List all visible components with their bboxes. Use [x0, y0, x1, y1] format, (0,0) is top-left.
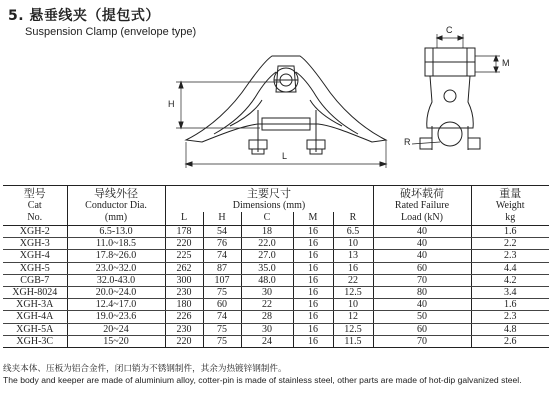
table-cell: 4.8: [471, 323, 549, 335]
table-cell: 16: [293, 323, 333, 335]
header-dimensions: 主要尺寸: [165, 186, 373, 201]
table-cell: 12.4~17.0: [67, 299, 165, 311]
table-cell: 2.3: [471, 250, 549, 262]
table-cell: 60: [373, 262, 471, 274]
table-cell: 178: [165, 226, 203, 238]
dim-label-l: L: [282, 151, 288, 161]
table-cell: XGH-4: [3, 250, 67, 262]
table-cell: CGB-7: [3, 274, 67, 286]
table-cell: 74: [203, 250, 241, 262]
table-cell: 16: [293, 335, 333, 347]
table-cell: 300: [165, 274, 203, 286]
header-col-h: H: [203, 212, 241, 226]
table-row: [3, 262, 549, 274]
header-model: 型号: [3, 186, 67, 201]
table-cell: 40: [373, 226, 471, 238]
table-cell: 16: [293, 274, 333, 286]
table-cell: 11.5: [333, 335, 373, 347]
table-row: [3, 335, 549, 347]
table-row: [3, 238, 549, 250]
table-cell: 60: [203, 299, 241, 311]
table-cell: 16: [293, 311, 333, 323]
table-cell: 220: [165, 238, 203, 250]
table-cell: 12.5: [333, 323, 373, 335]
table-cell: 3.4: [471, 286, 549, 298]
table-cell: 60: [373, 323, 471, 335]
header-model-en: Cat: [27, 200, 42, 211]
table-cell: 10: [333, 238, 373, 250]
table-cell: 35.0: [241, 262, 293, 274]
table-cell: 107: [203, 274, 241, 286]
table-cell: 230: [165, 286, 203, 298]
table-cell: 48.0: [241, 274, 293, 286]
table-row: [3, 226, 549, 238]
table-row: [3, 323, 549, 335]
table-cell: 32.0-43.0: [67, 274, 165, 286]
table-cell: 22.0: [241, 238, 293, 250]
table-row: [3, 299, 549, 311]
table-row: [3, 250, 549, 262]
table-cell: 16: [293, 250, 333, 262]
table-cell: 6.5: [333, 226, 373, 238]
header-conductor-unit: (mm): [67, 212, 165, 226]
table-cell: 22: [241, 299, 293, 311]
table-cell: 27.0: [241, 250, 293, 262]
table-cell: 30: [241, 286, 293, 298]
table-cell: 40: [373, 238, 471, 250]
table-cell: 17.8~26.0: [67, 250, 165, 262]
clamp-drawing: [0, 0, 553, 185]
section-title-zh: 5. 悬垂线夹（提包式）: [8, 8, 160, 24]
header-weight-unit: kg: [471, 212, 549, 226]
table-cell: 226: [165, 311, 203, 323]
table-cell: 2.2: [471, 238, 549, 250]
dim-label-m: M: [502, 58, 510, 68]
spec-table: [3, 185, 549, 348]
table-cell: 70: [373, 274, 471, 286]
table-cell: XGH-4A: [3, 311, 67, 323]
table-cell: 262: [165, 262, 203, 274]
table-cell: 70: [373, 335, 471, 347]
table-cell: 19.0~23.6: [67, 311, 165, 323]
table-row: [3, 311, 549, 323]
table-cell: 76: [203, 238, 241, 250]
table-cell: 40: [373, 299, 471, 311]
dim-label-c: C: [446, 25, 453, 35]
header-conductor-en: Conductor Dia.: [67, 200, 165, 212]
table-cell: XGH-5: [3, 262, 67, 274]
table-cell: 10: [333, 299, 373, 311]
header-load-unit: Load (kN): [373, 212, 471, 226]
clamp-body-outline: [186, 56, 386, 142]
table-cell: 15~20: [67, 335, 165, 347]
table-cell: 16: [293, 238, 333, 250]
table-cell: XGH-8024: [3, 286, 67, 298]
table-cell: XGH-2: [3, 226, 67, 238]
header-col-m: M: [293, 212, 333, 226]
table-cell: 23.0~32.0: [67, 262, 165, 274]
header-load-en: Rated Failure: [373, 200, 471, 212]
table-cell: XGH-3: [3, 238, 67, 250]
table-cell: 40: [373, 250, 471, 262]
conductor-seat: [438, 122, 462, 146]
table-cell: 20~24: [67, 323, 165, 335]
table-cell: 16: [293, 286, 333, 298]
table-cell: 16: [293, 226, 333, 238]
table-cell: 20.0~24.0: [67, 286, 165, 298]
table-row: [3, 274, 549, 286]
table-cell: 16: [293, 299, 333, 311]
table-cell: 74: [203, 311, 241, 323]
table-cell: 225: [165, 250, 203, 262]
table-cell: 12: [333, 311, 373, 323]
dim-label-r: R: [404, 137, 411, 147]
table-cell: 12.5: [333, 286, 373, 298]
table-cell: 230: [165, 323, 203, 335]
table-cell: 24: [241, 335, 293, 347]
table-cell: 30: [241, 323, 293, 335]
header-weight: 重量: [471, 186, 549, 201]
table-cell: 4.2: [471, 274, 549, 286]
table-cell: 2.6: [471, 335, 549, 347]
table-cell: XGH-3C: [3, 335, 67, 347]
table-cell: 180: [165, 299, 203, 311]
table-cell: 11.0~18.5: [67, 238, 165, 250]
table-cell: 2.3: [471, 311, 549, 323]
header-model-no: No.: [3, 212, 67, 226]
table-cell: 13: [333, 250, 373, 262]
table-cell: 18: [241, 226, 293, 238]
table-cell: 80: [373, 286, 471, 298]
table-cell: XGH-3A: [3, 299, 67, 311]
table-cell: XGH-5A: [3, 323, 67, 335]
table-cell: 50: [373, 311, 471, 323]
table-cell: 16: [293, 262, 333, 274]
table-cell: 75: [203, 323, 241, 335]
table-cell: 6.5-13.0: [67, 226, 165, 238]
material-note-zh: 线夹本体、压板为铝合金件，闭口销为不锈钢制件，其余为热镀锌钢制件。: [3, 364, 287, 374]
table-cell: 4.4: [471, 262, 549, 274]
table-cell: 220: [165, 335, 203, 347]
header-col-l: L: [165, 212, 203, 226]
table-row: [3, 286, 549, 298]
table-cell: 28: [241, 311, 293, 323]
table-cell: 22: [333, 274, 373, 286]
header-conductor: 导线外径: [67, 186, 165, 201]
table-cell: 87: [203, 262, 241, 274]
table-cell: 75: [203, 286, 241, 298]
header-load: 破坏载荷: [373, 186, 471, 201]
header-dimensions-en: Dimensions (mm): [165, 200, 373, 212]
table-cell: 54: [203, 226, 241, 238]
dim-label-h: H: [168, 99, 175, 109]
material-note-en: The body and keeper are made of aluminium alloy, cotter-pin is made of stainless steel, other parts are made of hot-dip galvanized steel.: [3, 375, 522, 385]
header-col-r: R: [333, 212, 373, 226]
table-cell: 1.6: [471, 226, 549, 238]
header-weight-en: Weight: [471, 200, 549, 212]
material-note: [3, 364, 551, 386]
section-title-en: Suspension Clamp (envelope type): [25, 26, 197, 38]
table-cell: 1.6: [471, 299, 549, 311]
header-col-c: C: [241, 212, 293, 226]
table-cell: 75: [203, 335, 241, 347]
table-cell: 16: [333, 262, 373, 274]
